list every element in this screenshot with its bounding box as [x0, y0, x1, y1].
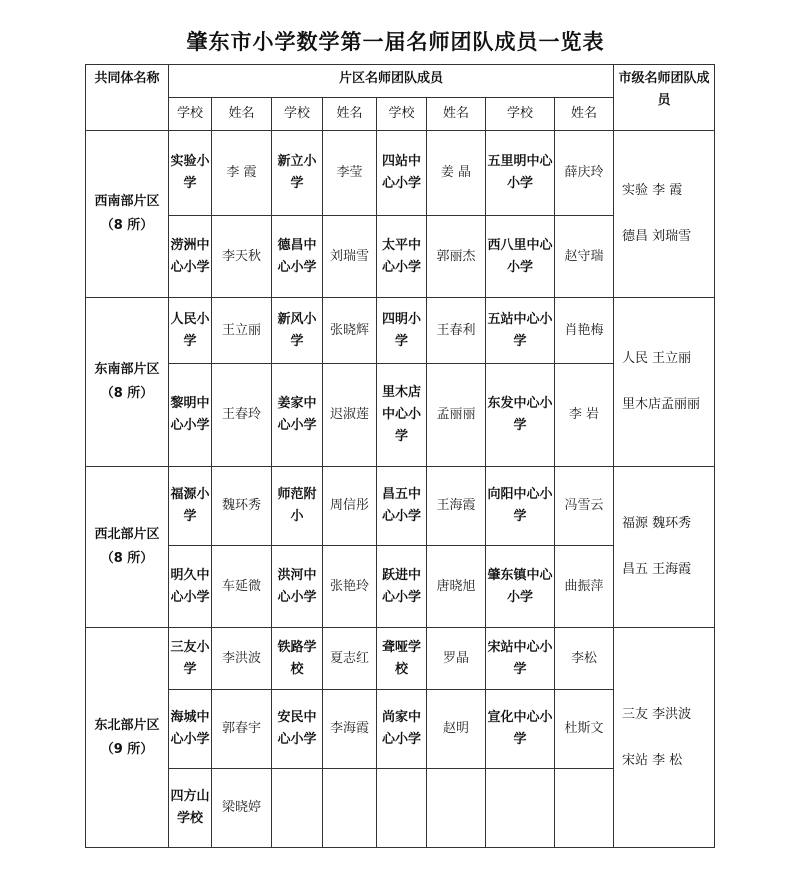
teacher-name-cell: 郭春宇: [212, 690, 272, 769]
school-cell: 安民中心小学: [272, 690, 323, 769]
city-member: 三友 李洪波: [622, 706, 692, 722]
teacher-name-cell: 唐晓旭: [427, 546, 486, 628]
school-cell: 德昌中心小学: [272, 216, 323, 298]
teacher-name-cell: 李 霞: [212, 131, 272, 216]
school-cell: 肇东镇中心小学: [486, 546, 555, 628]
teacher-name-cell: 杜斯文: [555, 690, 614, 769]
region-count: （8 所）: [100, 551, 154, 566]
region-name: 西南部片区: [94, 194, 160, 209]
school-cell: 新风小学: [272, 298, 323, 364]
subheader-school: 学校: [272, 98, 323, 131]
region-name: 东南部片区: [94, 362, 160, 377]
teacher-name-cell: 梁晓婷: [212, 769, 272, 848]
subheader-name: 姓名: [555, 98, 614, 131]
school-cell: 福源小学: [169, 467, 212, 546]
header-group-name: 共同体名称: [86, 65, 169, 131]
teacher-name-cell: 周信彤: [323, 467, 377, 546]
subheader-school: 学校: [486, 98, 555, 131]
city-members-cell: [614, 131, 715, 298]
teacher-name-cell: [427, 769, 486, 848]
school-cell: 东发中心小学: [486, 364, 555, 467]
teacher-name-cell: 张艳玲: [323, 546, 377, 628]
table-row: [86, 298, 715, 364]
table-row: [86, 628, 715, 690]
school-cell: 尚家中心小学: [377, 690, 427, 769]
member-table: [85, 64, 715, 848]
region-cell: [86, 131, 169, 298]
header-district-members: 片区名师团队成员: [169, 65, 614, 98]
region-name: 西北部片区: [94, 527, 160, 542]
school-cell: 里木店中心小学: [377, 364, 427, 467]
header-city-members: 市级名师团队成员: [614, 65, 715, 131]
school-cell: 四方山学校: [169, 769, 212, 848]
region-cell: [86, 467, 169, 628]
school-cell: 昌五中心小学: [377, 467, 427, 546]
teacher-name-cell: 孟丽丽: [427, 364, 486, 467]
subheader-school: 学校: [169, 98, 212, 131]
school-cell: 向阳中心小学: [486, 467, 555, 546]
school-cell: 五里明中心小学: [486, 131, 555, 216]
school-cell: 新立小学: [272, 131, 323, 216]
school-cell: 师范附小: [272, 467, 323, 546]
region-count: （8 所）: [100, 386, 154, 401]
teacher-name-cell: 赵守瑞: [555, 216, 614, 298]
city-members-cell: [614, 298, 715, 467]
subheader-school: 学校: [377, 98, 427, 131]
teacher-name-cell: 冯雪云: [555, 467, 614, 546]
table-row: [86, 131, 715, 216]
school-cell: 四明小学: [377, 298, 427, 364]
school-cell: 铁路学校: [272, 628, 323, 690]
school-cell: [486, 769, 555, 848]
teacher-name-cell: 王海霞: [427, 467, 486, 546]
subheader-name: 姓名: [323, 98, 377, 131]
school-cell: [272, 769, 323, 848]
subheader-name: 姓名: [427, 98, 486, 131]
school-cell: 宋站中心小学: [486, 628, 555, 690]
teacher-name-cell: 魏环秀: [212, 467, 272, 546]
teacher-name-cell: 夏志红: [323, 628, 377, 690]
city-member: 宋站 李 松: [622, 752, 683, 768]
teacher-name-cell: [323, 769, 377, 848]
school-cell: 洪河中心小学: [272, 546, 323, 628]
teacher-name-cell: [555, 769, 614, 848]
city-member: 德昌 刘瑞雪: [622, 229, 692, 244]
region-count: （9 所）: [100, 741, 154, 757]
teacher-name-cell: 李莹: [323, 131, 377, 216]
city-member: 福源 魏环秀: [622, 516, 692, 531]
school-cell: 太平中心小学: [377, 216, 427, 298]
teacher-name-cell: 张晓辉: [323, 298, 377, 364]
teacher-name-cell: 罗晶: [427, 628, 486, 690]
teacher-name-cell: 郭丽杰: [427, 216, 486, 298]
city-member: 昌五 王海霞: [622, 562, 692, 577]
teacher-name-cell: 李天秋: [212, 216, 272, 298]
school-cell: 聋哑学校: [377, 628, 427, 690]
teacher-name-cell: 曲振萍: [555, 546, 614, 628]
table-row: [86, 467, 715, 546]
teacher-name-cell: 迟淑莲: [323, 364, 377, 467]
region-name: 东北部片区: [94, 717, 160, 733]
teacher-name-cell: 李松: [555, 628, 614, 690]
school-cell: 西八里中心小学: [486, 216, 555, 298]
school-cell: 姜家中心小学: [272, 364, 323, 467]
school-cell: 四站中心小学: [377, 131, 427, 216]
school-cell: 涝洲中心小学: [169, 216, 212, 298]
school-cell: 明久中心小学: [169, 546, 212, 628]
teacher-name-cell: 王立丽: [212, 298, 272, 364]
teacher-name-cell: 李海霞: [323, 690, 377, 769]
school-cell: 实验小学: [169, 131, 212, 216]
school-cell: [377, 769, 427, 848]
school-cell: 五站中心小学: [486, 298, 555, 364]
region-count: （8 所）: [100, 218, 154, 233]
school-cell: 人民小学: [169, 298, 212, 364]
teacher-name-cell: 王春玲: [212, 364, 272, 467]
city-members-cell: [614, 628, 715, 848]
city-member: 里木店孟丽丽: [622, 397, 701, 412]
page-title: 肇东市小学数学第一届名师团队成员一览表: [186, 30, 605, 54]
school-cell: 三友小学: [169, 628, 212, 690]
school-cell: 跃进中心小学: [377, 546, 427, 628]
region-cell: [86, 628, 169, 848]
teacher-name-cell: 薛庆玲: [555, 131, 614, 216]
city-member: 人民 王立丽: [622, 351, 692, 366]
subheader-name: 姓名: [212, 98, 272, 131]
school-cell: 宣化中心小学: [486, 690, 555, 769]
teacher-name-cell: 刘瑞雪: [323, 216, 377, 298]
teacher-name-cell: 李 岩: [555, 364, 614, 467]
teacher-name-cell: 车延微: [212, 546, 272, 628]
school-cell: 黎明中心小学: [169, 364, 212, 467]
teacher-name-cell: 王春利: [427, 298, 486, 364]
city-member: 实验 李 霞: [622, 183, 683, 198]
school-cell: 海城中心小学: [169, 690, 212, 769]
city-members-cell: [614, 467, 715, 628]
teacher-name-cell: 赵明: [427, 690, 486, 769]
region-cell: [86, 298, 169, 467]
teacher-name-cell: 姜 晶: [427, 131, 486, 216]
teacher-name-cell: 李洪波: [212, 628, 272, 690]
teacher-name-cell: 肖艳梅: [555, 298, 614, 364]
